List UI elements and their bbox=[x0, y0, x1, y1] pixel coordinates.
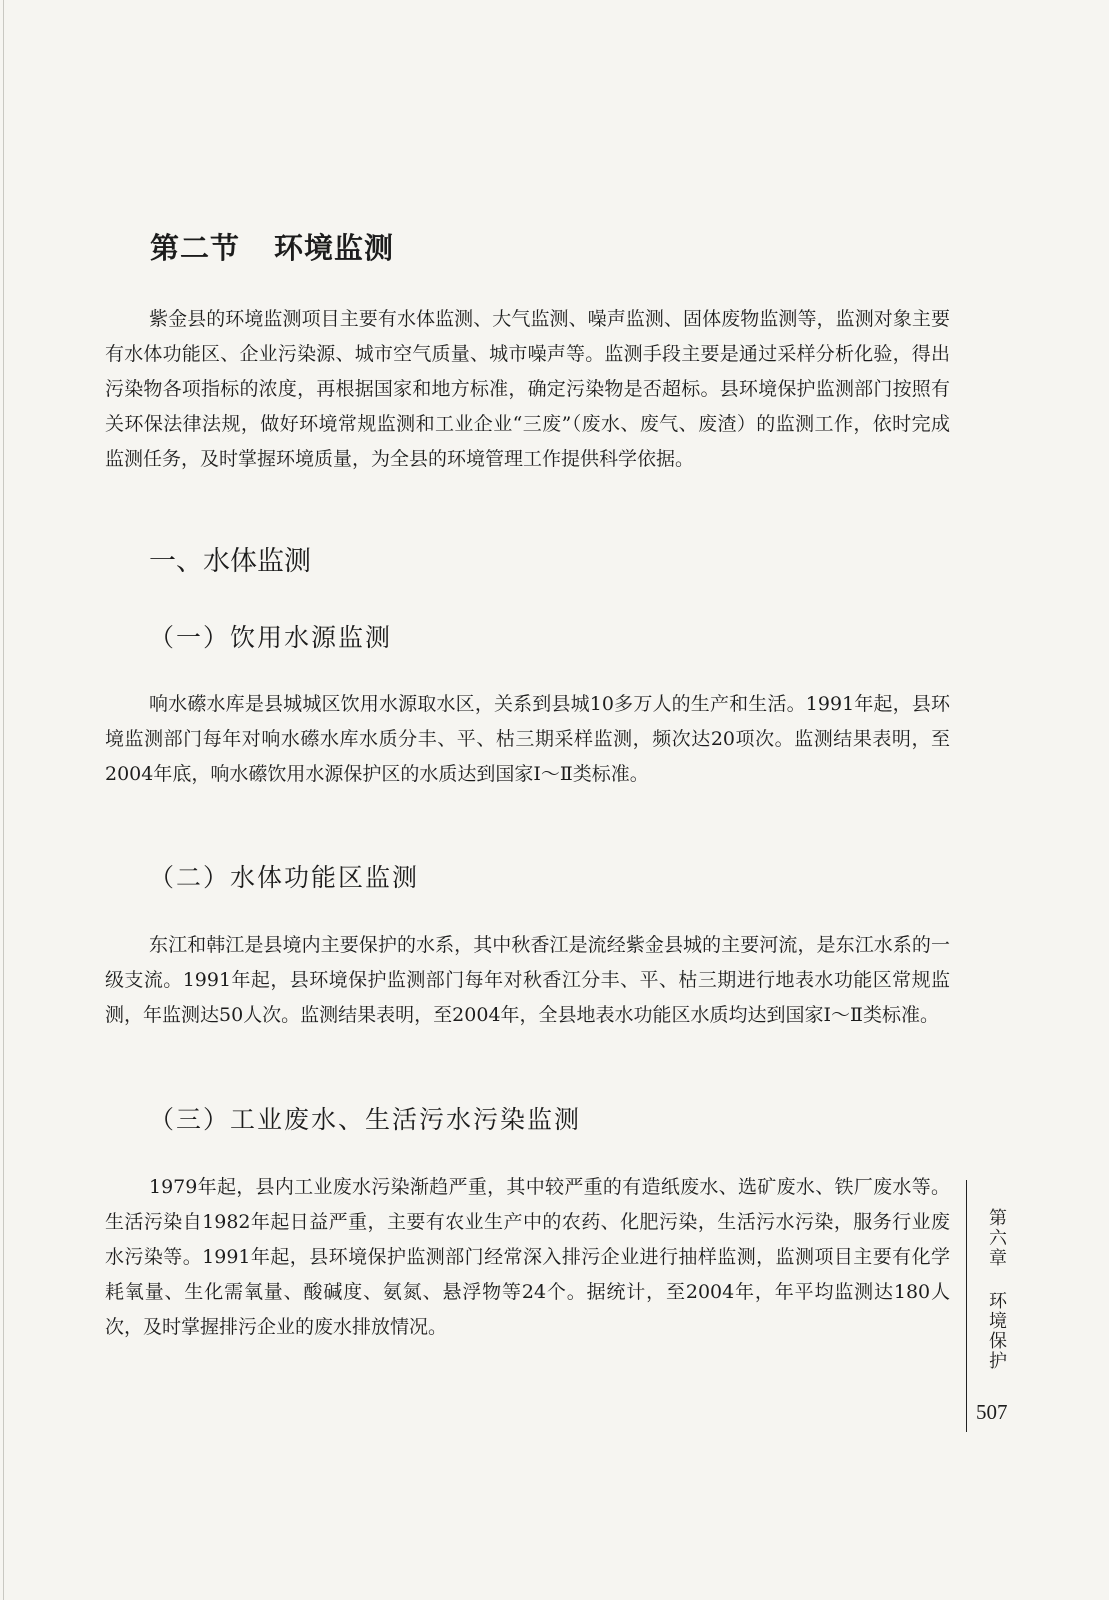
water-function-zone-paragraph: 东江和韩江是县境内主要保护的水系，其中秋香江是流经紫金县城的主要河流，是东江水系的一级支流。1991年起，县环境保护监测部门每年对秋香江分丰、平、枯三期进行地表水功能区常规监测，年监测达50人次。监测结果表明，至2004年，全县地表水功能区水质均达到国家Ⅰ～Ⅱ类标准。 bbox=[105, 934, 950, 1026]
page-number: 507 bbox=[976, 1400, 1008, 1424]
running-chapter-title: 第六章 环境保护 bbox=[986, 1208, 1007, 1371]
section-title bbox=[150, 228, 394, 268]
heading-drinking-water: （一）饮用水源监测 bbox=[149, 623, 393, 652]
side-tab-rule bbox=[966, 1180, 967, 1432]
wastewater-pollution-paragraph: 1979年起，县内工业废水污染渐趋严重，其中较严重的有造纸废水、选矿废水、铁厂废水等。生活污染自1982年起日益严重，主要有农业生产中的农药、化肥污染，生活污水污染，服务行业废水污染等。1991年起，县环境保护监测部门经常深入排污企业进行抽样监测，监测项目主要有化学耗氧量、生化需氧量、酸碱度、氨氮、悬浮物等24个。据统计，至2004年，年平均监测达180人次，及时掌握排污企业的废水排放情况。 bbox=[105, 1176, 950, 1338]
section-name: 环境监测 bbox=[274, 231, 395, 265]
heading-wastewater-pollution: （三）工业废水、生活污水污染监测 bbox=[149, 1105, 582, 1134]
intro-paragraph: 紫金县的环境监测项目主要有水体监测、大气监测、噪声监测、固体废物监测等，监测对象主要有水体功能区、企业污染源、城市空气质量、城市噪声等。监测手段主要是通过采样分析化验，得出污染物各项指标的浓度，再根据国家和地方标准，确定污染物是否超标。县环境保护监测部门按照有关环保法律法规，做好环境常规监测和工业企业“三废”（废水、废气、废渣）的监测工作，依时完成监测任务，及时掌握环境质量，为全县的环境管理工作提供科学依据。 bbox=[105, 308, 950, 470]
heading-water-monitoring: 一、水体监测 bbox=[149, 546, 311, 577]
drinking-water-paragraph: 响水礤水库是县城城区饮用水源取水区，关系到县城10多万人的生产和生活。1991年起，县环境监测部门每年对响水礤水库水质分丰、平、枯三期采样监测，频次达20项次。监测结果表明，至2004年底，响水礤饮用水源保护区的水质达到国家Ⅰ～Ⅱ类标准。 bbox=[105, 693, 950, 785]
section-number: 第二节 bbox=[150, 231, 241, 265]
heading-water-function-zone: （二）水体功能区监测 bbox=[149, 863, 420, 892]
page-edge-line bbox=[3, 0, 4, 1600]
